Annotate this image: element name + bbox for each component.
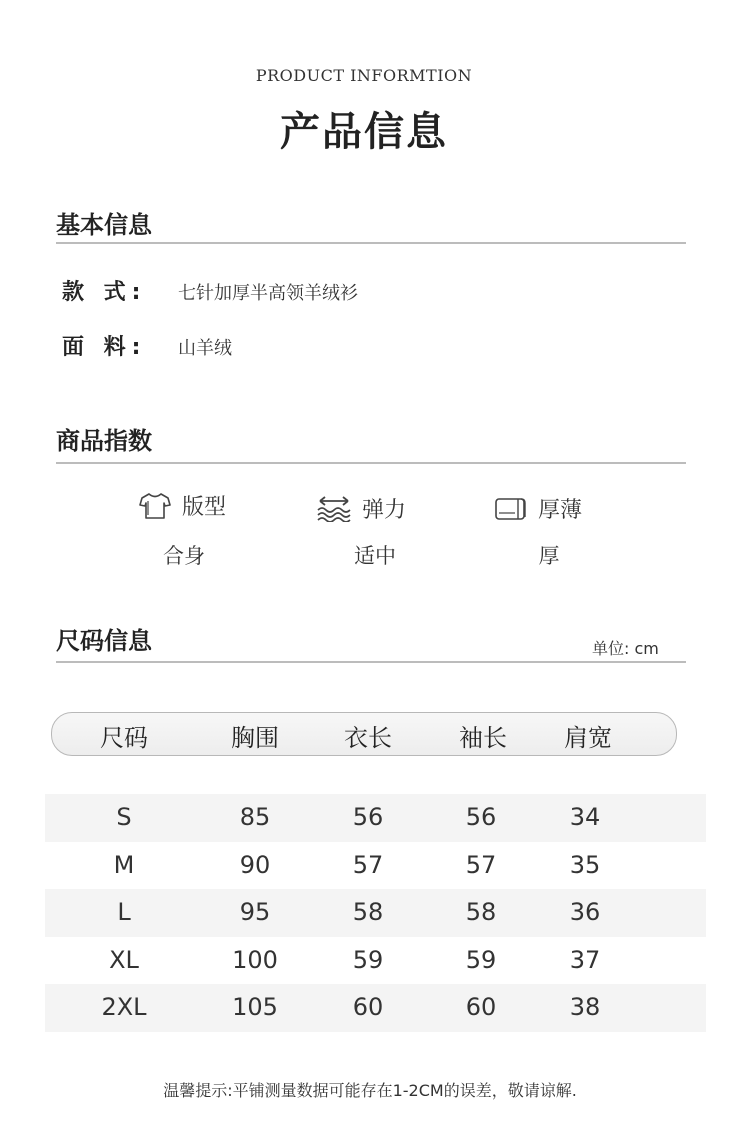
page-title: 产品信息 [280, 109, 448, 155]
header-chest: 胸围 [231, 724, 279, 752]
size-info-divider [56, 661, 686, 663]
header-sleeve: 袖长 [459, 724, 507, 752]
fabric-thickness-icon [494, 495, 528, 523]
table-cell: 60 [352, 993, 384, 1021]
fabric-label: 面 料: [62, 335, 147, 360]
table-cell: 58 [352, 898, 384, 926]
table-cell: 37 [569, 946, 601, 974]
header-shoulder: 肩宽 [564, 724, 612, 752]
tshirt-icon [138, 491, 172, 521]
table-cell: 90 [239, 851, 271, 879]
table-cell: 59 [465, 946, 497, 974]
table-cell: 56 [352, 803, 384, 831]
table-cell: 100 [232, 946, 278, 974]
elasticity-label: 弹力 [362, 498, 407, 523]
style-label: 款 式: [62, 280, 147, 305]
table-cell: XL [109, 946, 139, 974]
unit-label: 单位: cm [592, 639, 659, 658]
thickness-value: 厚 [538, 544, 560, 568]
elasticity-value: 适中 [354, 544, 396, 568]
header-length: 衣长 [344, 724, 392, 752]
index-fit [138, 490, 226, 521]
table-cell: 85 [239, 803, 271, 831]
fit-value: 合身 [163, 544, 205, 568]
index-elasticity [316, 493, 406, 524]
table-cell: 38 [569, 993, 601, 1021]
table-cell: M [113, 851, 135, 879]
table-cell: 59 [352, 946, 384, 974]
index-thickness [494, 493, 582, 524]
table-cell: 34 [569, 803, 601, 831]
style-value: 七针加厚半高领羊绒衫 [178, 283, 358, 304]
table-cell: 57 [465, 851, 497, 879]
basic-info-divider [56, 242, 686, 244]
product-index-title: 商品指数 [56, 427, 152, 455]
measurement-note: 温馨提示:平铺测量数据可能存在1-2CM的误差，敬请谅解. [163, 1081, 577, 1100]
thickness-label: 厚薄 [538, 498, 583, 523]
table-cell: 58 [465, 898, 497, 926]
elastic-icon [316, 496, 352, 522]
table-cell: 105 [232, 993, 278, 1021]
table-cell: 57 [352, 851, 384, 879]
product-index-divider [56, 462, 686, 464]
table-cell: S [116, 803, 132, 831]
table-cell: 35 [569, 851, 601, 879]
table-cell: 95 [239, 898, 271, 926]
table-cell: 2XL [101, 993, 147, 1021]
basic-info-title: 基本信息 [56, 211, 152, 239]
table-cell: 36 [569, 898, 601, 926]
header-size: 尺码 [100, 724, 148, 752]
table-cell: 56 [465, 803, 497, 831]
fit-label: 版型 [182, 495, 227, 520]
page-subtitle: PRODUCT INFORMTION [255, 66, 473, 85]
table-cell: L [117, 898, 131, 926]
size-info-title: 尺码信息 [56, 627, 152, 655]
fabric-value: 山羊绒 [178, 338, 232, 359]
table-cell: 60 [465, 993, 497, 1021]
